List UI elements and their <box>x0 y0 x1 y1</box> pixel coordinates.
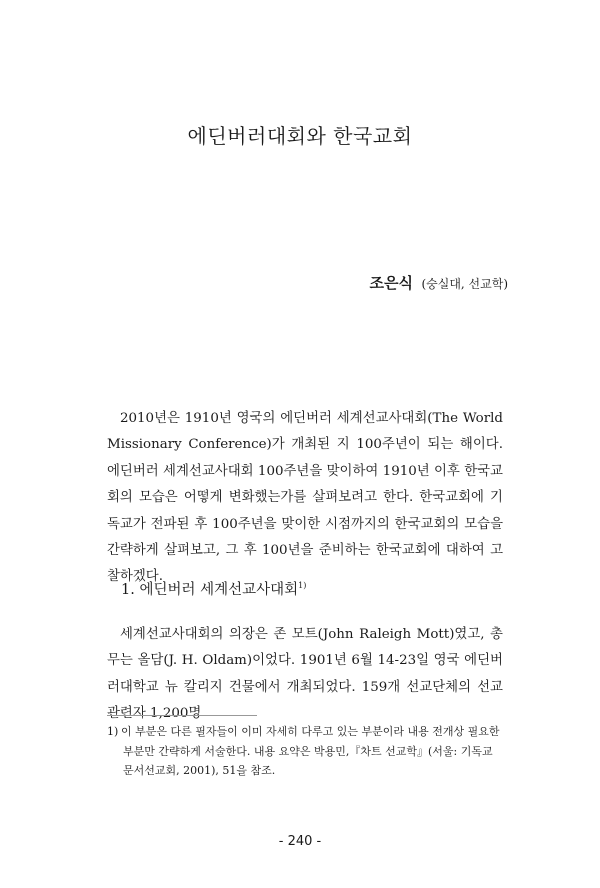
author-affiliation: (숭실대, 선교학) <box>421 277 508 291</box>
body-paragraph-text: 세계선교사대회의 의장은 존 모트(John Raleigh Mott)였고, 총무는 올담(J. H. Oldam)이었다. 1901년 6월 14-23일 영국 에딘버러대학교 뉴 칼리지 건물에서 개최되었다. 159개 선교단체의 선교 관련자 1,200명 <box>107 627 503 722</box>
footnote-reference[interactable]: 1) <box>298 581 307 591</box>
author-name: 조은식 <box>369 274 413 292</box>
section-heading <box>121 578 306 599</box>
footnote <box>107 722 503 781</box>
footnote-text: 이 부분은 다른 필자들이 이미 자세히 다루고 있는 부분이라 내용 전개상 필요한 부분만 간략하게 서술한다. 내용 요약은 박용민,『차트 선교학』(서울: 기독교문서선교회, 2001), 51을 참조. <box>121 725 500 777</box>
page-number: - 240 - <box>278 834 322 849</box>
footnote-divider <box>107 715 257 716</box>
article-title: 에딘버러대회와 한국교회 <box>187 124 413 148</box>
body-paragraph <box>107 622 503 728</box>
section-heading-text: 1. 에딘버러 세계선교사대회 <box>121 582 299 598</box>
intro-paragraph <box>107 406 503 591</box>
footnote-number: 1) <box>107 725 119 738</box>
intro-paragraph-text: 2010년은 1910년 영국의 에딘버러 세계선교사대회(The World Missionary Conference)가 개최된 지 100주년이 되는 해이다. 에딘버러 세계선교사대회 100주년을 맞이하여 1910년 이후 한국교회의 모습은 어떻게 변화했는가를 살펴보려고 한다. 한국교회에 기독교가 전파된 후 100주년을 맞이한 시점까지의 한국교회의 모습을 간략하게 살펴보고, 그 후 100년을 준비하는 한국교회에 대하여 고찰하겠다. <box>107 411 503 585</box>
author-line <box>370 272 508 293</box>
